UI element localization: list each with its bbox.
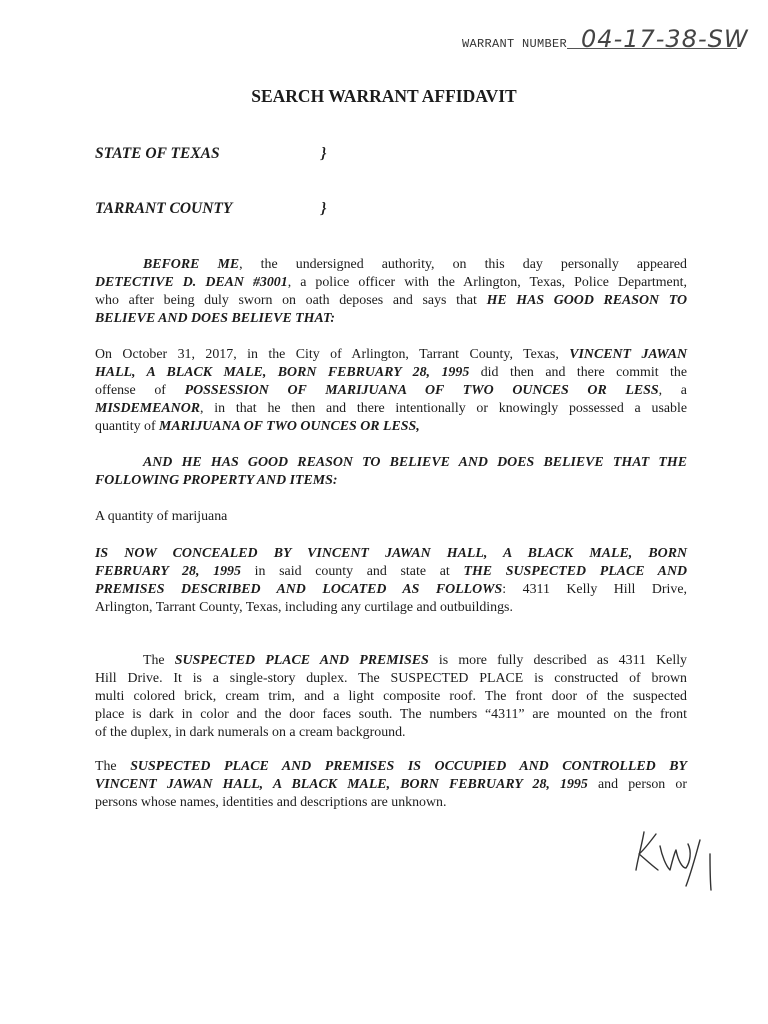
p1-l1-text: , the undersigned authority, on this day personally appeared — [239, 257, 688, 272]
venue-county — [95, 200, 327, 218]
p1-before-me: BEFORE ME — [143, 257, 240, 272]
p6-l1-text: The — [95, 759, 131, 774]
p2-l1-bold: VINCENT JAWAN — [569, 347, 687, 362]
warrant-number-line — [462, 25, 749, 53]
p1-l3-text: who after being duly sworn on oath deposes and says that — [95, 293, 487, 308]
venue-state — [95, 145, 327, 163]
p3-l1: AND HE HAS GOOD REASON TO BELIEVE AND DOES BELIEVE THAT THE — [143, 455, 687, 470]
p4-l1: IS NOW CONCEALED BY VINCENT JAWAN HALL, A BLACK MALE, BORN — [95, 546, 687, 561]
p5-l1-bold: SUSPECTED PLACE AND PREMISES — [174, 653, 429, 668]
paragraph-concealed — [95, 545, 687, 617]
p2-l3-text: offense of — [95, 383, 185, 398]
p4-l3-bold: PREMISES DESCRIBED AND LOCATED AS FOLLOWS — [95, 582, 503, 597]
p5-l1-text: The — [143, 653, 175, 668]
p1-l3-bold: HE HAS GOOD REASON TO — [486, 293, 687, 308]
p5-l2: Hill Drive. It is a single-story duplex. The SUSPECTED PLACE is constructed of brown — [95, 671, 687, 686]
venue-state-brace: } — [321, 145, 327, 162]
p4-l4: Arlington, Tarrant County, Texas, including any curtilage and outbuildings. — [95, 600, 513, 615]
document-title: SEARCH WARRANT AFFIDAVIT — [251, 86, 517, 106]
warrant-number-label: WARRANT NUMBER — [462, 37, 568, 51]
p4-l3-text: : 4311 Kelly Hill Drive, — [502, 582, 687, 597]
p2-l2-bold: HALL, A BLACK MALE, BORN FEBRUARY 28, 1995 — [95, 365, 470, 380]
p6-l3: persons whose names, identities and descriptions are unknown. — [95, 795, 447, 810]
p5-l4: place is dark in color and the door faces south. The numbers “4311” are mounted on the front — [95, 707, 687, 722]
p4-l2-text: in said county and state at — [240, 564, 464, 579]
p5-l1-tail: is more fully described as 4311 Kelly — [428, 653, 687, 668]
p2-l3-bold: POSSESSION OF MARIJUANA OF TWO OUNCES OR LESS — [184, 383, 659, 398]
paragraph-item — [95, 508, 687, 526]
p2-l2-text: did then and there commit the — [469, 365, 687, 380]
p4-l2-bold2: THE SUSPECTED PLACE AND — [463, 564, 688, 579]
warrant-number-value: 04-17-38-SW — [567, 30, 737, 49]
p6-l2-text: and person or — [587, 777, 687, 792]
p2-l4-text: , in that he then and there intentionally or knowingly possessed a usable — [200, 401, 687, 416]
paragraph-description — [95, 652, 687, 742]
venue-county-brace: } — [321, 200, 327, 217]
p2-l5-text: quantity of — [95, 419, 160, 434]
p1-l2-text: , a police officer with the Arlington, Texas, Police Department, — [287, 275, 687, 290]
p3-l2: FOLLOWING PROPERTY AND ITEMS: — [95, 473, 338, 488]
paragraph-property — [95, 454, 687, 490]
p5-l5: of the duplex, in dark numerals on a cream background. — [95, 725, 406, 740]
p2-l3-tail: , a — [658, 383, 687, 398]
item-text: A quantity of marijuana — [95, 509, 228, 524]
paragraph-before-me — [95, 256, 687, 328]
p2-l4-bold: MISDEMEANOR — [95, 401, 200, 416]
p6-l1-bold: SUSPECTED PLACE AND PREMISES IS OCCUPIED AND CONTROLLED BY — [130, 759, 687, 774]
p6-l2-bold: VINCENT JAWAN HALL, A BLACK MALE, BORN FEBRUARY 28, 1995 — [95, 777, 588, 792]
venue-county-label: TARRANT COUNTY — [95, 200, 233, 217]
paragraph-occupied — [95, 758, 687, 812]
p1-detective: DETECTIVE D. DEAN #3001 — [95, 275, 288, 290]
handwritten-initials — [630, 820, 720, 900]
paragraph-offense — [95, 346, 687, 436]
p5-l3: multi colored brick, cream trim, and a light composite roof. The front door of the suspected — [95, 689, 687, 704]
venue-state-label: STATE OF TEXAS — [95, 145, 220, 162]
p2-l5-bold: MARIJUANA OF TWO OUNCES OR LESS, — [159, 419, 420, 434]
p2-l1-text: On October 31, 2017, in the City of Arlington, Tarrant County, Texas, — [95, 347, 570, 362]
p4-l2-bold: FEBRUARY 28, 1995 — [95, 564, 241, 579]
p1-l4: BELIEVE AND DOES BELIEVE THAT: — [95, 311, 336, 326]
